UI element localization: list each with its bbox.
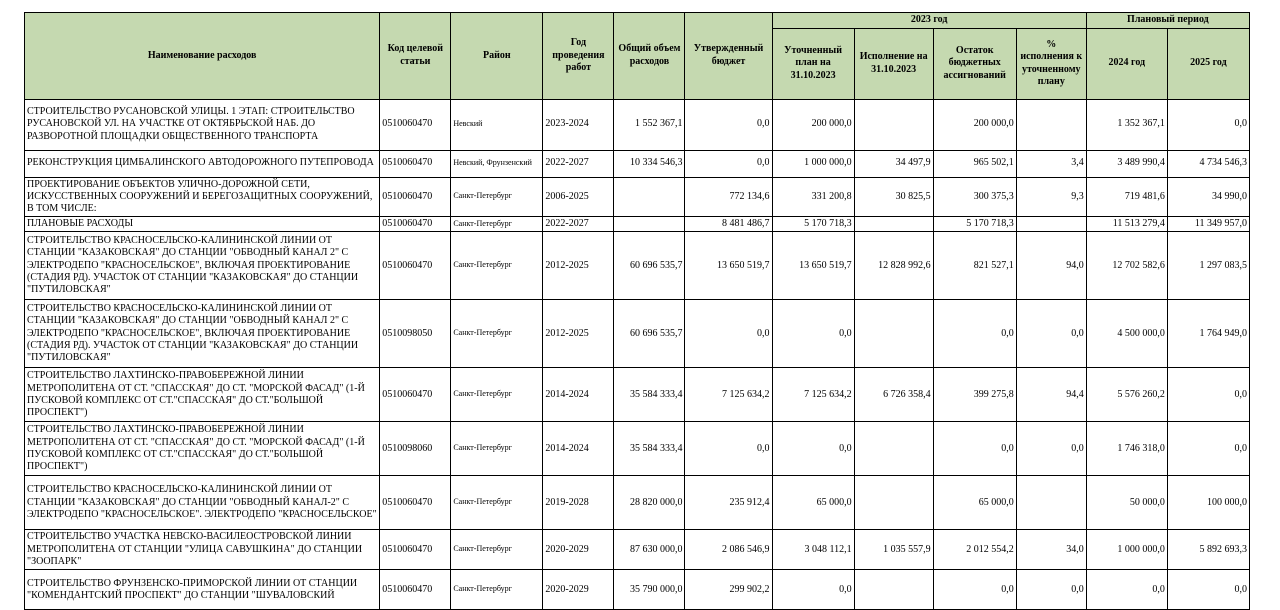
cell-approved: 0,0 <box>685 99 772 150</box>
cell-percent: 9,3 <box>1016 177 1086 217</box>
cell-y2024: 1 352 367,1 <box>1086 99 1167 150</box>
table-row <box>25 570 1250 610</box>
cell-refined: 7 125 634,2 <box>772 368 854 422</box>
cell-code: 0510098060 <box>380 422 451 476</box>
cell-name: ПЛАНОВЫЕ РАСХОДЫ <box>25 217 380 232</box>
cell-years: 2022-2027 <box>543 217 614 232</box>
cell-execution: 30 825,5 <box>854 177 933 217</box>
cell-total: 10 334 546,3 <box>614 150 685 177</box>
cell-district: Санкт-Петербург <box>451 300 543 368</box>
cell-name: СТРОИТЕЛЬСТВО ФРУНЗЕНСКО-ПРИМОРСКОЙ ЛИНИИ ОТ СТАНЦИИ "КОМЕНДАНТСКИЙ ПРОСПЕКТ" ДО СТАНЦИИ "ШУВАЛОВСКИЙ <box>25 570 380 610</box>
cell-approved: 235 912,4 <box>685 476 772 530</box>
cell-name: ПРОЕКТИРОВАНИЕ ОБЪЕКТОВ УЛИЧНО-ДОРОЖНОЙ СЕТИ, ИСКУССТВЕННЫХ СООРУЖЕНИЙ И БЕРЕГОЗАЩИТНЫХ СООРУЖЕНИЙ, В ТОМ ЧИСЛЕ: <box>25 177 380 217</box>
cell-y2024: 11 513 279,4 <box>1086 217 1167 232</box>
cell-percent: 0,0 <box>1016 570 1086 610</box>
cell-refined: 331 200,8 <box>772 177 854 217</box>
cell-approved: 2 086 546,9 <box>685 530 772 570</box>
cell-total: 35 790 000,0 <box>614 570 685 610</box>
cell-refined: 0,0 <box>772 570 854 610</box>
cell-y2025: 34 990,0 <box>1167 177 1249 217</box>
cell-remainder: 0,0 <box>933 300 1016 368</box>
cell-execution: 34 497,9 <box>854 150 933 177</box>
cell-percent: 34,0 <box>1016 530 1086 570</box>
cell-remainder: 65 000,0 <box>933 476 1016 530</box>
cell-y2025: 0,0 <box>1167 368 1249 422</box>
cell-y2025: 1 764 949,0 <box>1167 300 1249 368</box>
header-remainder: Остаток бюджетных ассигнований <box>933 28 1016 99</box>
cell-refined: 3 048 112,1 <box>772 530 854 570</box>
cell-execution <box>854 570 933 610</box>
cell-percent: 0,0 <box>1016 300 1086 368</box>
cell-y2024: 719 481,6 <box>1086 177 1167 217</box>
cell-y2025: 1 297 083,5 <box>1167 232 1249 300</box>
cell-refined: 5 170 718,3 <box>772 217 854 232</box>
table-row <box>25 422 1250 476</box>
cell-remainder: 965 502,1 <box>933 150 1016 177</box>
header-2024: 2024 год <box>1086 28 1167 99</box>
cell-name: СТРОИТЕЛЬСТВО КРАСНОСЕЛЬСКО-КАЛИНИНСКОЙ ЛИНИИ ОТ СТАНЦИИ "КАЗАКОВСКАЯ" ДО СТАНЦИИ "ОБВОДНЫЙ КАНАЛ 2" С ЭЛЕКТРОДЕПО "КРАСНОСЕЛЬСКОЕ", ВКЛЮЧАЯ ПРОЕКТИРОВАНИЕ (СТАДИЯ РД). УЧАСТОК ОТ СТАНЦИИ "КАЗАКОВСКАЯ" ДО СТАНЦИИ "ПУТИЛОВСКАЯ" <box>25 232 380 300</box>
cell-district: Санкт-Петербург <box>451 217 543 232</box>
table-row <box>25 300 1250 368</box>
cell-execution <box>854 99 933 150</box>
cell-y2024: 3 489 990,4 <box>1086 150 1167 177</box>
header-execution: Исполнение на 31.10.2023 <box>854 28 933 99</box>
cell-total <box>614 217 685 232</box>
header-code: Код целевой статьи <box>380 13 451 100</box>
cell-remainder: 2 012 554,2 <box>933 530 1016 570</box>
cell-total: 1 552 367,1 <box>614 99 685 150</box>
cell-approved: 13 650 519,7 <box>685 232 772 300</box>
header-total: Общий объем расходов <box>614 13 685 100</box>
cell-refined: 13 650 519,7 <box>772 232 854 300</box>
cell-code: 0510060470 <box>380 368 451 422</box>
cell-execution <box>854 300 933 368</box>
cell-district: Невский, Фрунзенский <box>451 150 543 177</box>
cell-years: 2020-2029 <box>543 530 614 570</box>
table-row <box>25 177 1250 217</box>
cell-code: 0510060470 <box>380 530 451 570</box>
cell-district: Невский <box>451 99 543 150</box>
table-row <box>25 150 1250 177</box>
cell-district: Санкт-Петербург <box>451 177 543 217</box>
cell-execution: 1 035 557,9 <box>854 530 933 570</box>
cell-refined: 1 000 000,0 <box>772 150 854 177</box>
cell-name: СТРОИТЕЛЬСТВО РУСАНОВСКОЙ УЛИЦЫ. 1 ЭТАП: СТРОИТЕЛЬСТВО РУСАНОВСКОЙ УЛ. НА УЧАСТКЕ ОТ ОКТЯБРЬСКОЙ НАБ. ДО РАЗВОРОТНОЙ ПЛОЩАДКИ ОБЩЕСТВЕННОГО ТРАНСПОРТА <box>25 99 380 150</box>
cell-total: 35 584 333,4 <box>614 368 685 422</box>
cell-code: 0510060470 <box>380 99 451 150</box>
cell-years: 2019-2028 <box>543 476 614 530</box>
cell-refined: 0,0 <box>772 300 854 368</box>
cell-y2024: 12 702 582,6 <box>1086 232 1167 300</box>
cell-y2024: 1 746 318,0 <box>1086 422 1167 476</box>
cell-execution: 12 828 992,6 <box>854 232 933 300</box>
cell-years: 2020-2029 <box>543 570 614 610</box>
cell-y2024: 4 500 000,0 <box>1086 300 1167 368</box>
header-name: Наименование расходов <box>25 13 380 100</box>
cell-y2025: 0,0 <box>1167 99 1249 150</box>
cell-remainder: 0,0 <box>933 422 1016 476</box>
cell-district: Санкт-Петербург <box>451 232 543 300</box>
cell-percent: 94,4 <box>1016 368 1086 422</box>
cell-total: 60 696 535,7 <box>614 232 685 300</box>
cell-execution <box>854 422 933 476</box>
cell-y2024: 1 000 000,0 <box>1086 530 1167 570</box>
table-row <box>25 217 1250 232</box>
cell-years: 2012-2025 <box>543 300 614 368</box>
cell-district: Санкт-Петербург <box>451 530 543 570</box>
cell-y2025: 100 000,0 <box>1167 476 1249 530</box>
cell-approved: 0,0 <box>685 150 772 177</box>
table-row <box>25 476 1250 530</box>
cell-y2024: 50 000,0 <box>1086 476 1167 530</box>
cell-district: Санкт-Петербург <box>451 422 543 476</box>
cell-approved: 7 125 634,2 <box>685 368 772 422</box>
cell-name: РЕКОНСТРУКЦИЯ ЦИМБАЛИНСКОГО АВТОДОРОЖНОГО ПУТЕПРОВОДА <box>25 150 380 177</box>
cell-percent <box>1016 99 1086 150</box>
cell-code: 0510098050 <box>380 300 451 368</box>
cell-remainder: 300 375,3 <box>933 177 1016 217</box>
cell-percent: 0,0 <box>1016 422 1086 476</box>
cell-percent: 94,0 <box>1016 232 1086 300</box>
header-approved: Утвержденный бюджет <box>685 13 772 100</box>
cell-total <box>614 177 685 217</box>
cell-percent <box>1016 476 1086 530</box>
cell-remainder: 821 527,1 <box>933 232 1016 300</box>
header-refined: Уточненный план на 31.10.2023 <box>772 28 854 99</box>
cell-refined: 200 000,0 <box>772 99 854 150</box>
cell-code: 0510060470 <box>380 177 451 217</box>
cell-approved: 0,0 <box>685 300 772 368</box>
cell-years: 2006-2025 <box>543 177 614 217</box>
header-group-plan: Плановый период <box>1086 13 1249 29</box>
cell-total: 87 630 000,0 <box>614 530 685 570</box>
cell-y2024: 5 576 260,2 <box>1086 368 1167 422</box>
header-years: Год проведения работ <box>543 13 614 100</box>
cell-refined: 65 000,0 <box>772 476 854 530</box>
cell-district: Санкт-Петербург <box>451 476 543 530</box>
cell-name: СТРОИТЕЛЬСТВО ЛАХТИНСКО-ПРАВОБЕРЕЖНОЙ ЛИНИИ МЕТРОПОЛИТЕНА ОТ СТ. "СПАССКАЯ" ДО СТ. "МОРСКОЙ ФАСАД" (1-Й ПУСКОВОЙ КОМПЛЕКС ОТ СТ."СПАССКАЯ" ДО СТ."БОЛЬШОЙ ПРОСПЕКТ") <box>25 368 380 422</box>
cell-code: 0510060470 <box>380 570 451 610</box>
cell-refined: 0,0 <box>772 422 854 476</box>
cell-total: 60 696 535,7 <box>614 300 685 368</box>
table-row <box>25 99 1250 150</box>
cell-total: 35 584 333,4 <box>614 422 685 476</box>
cell-execution <box>854 217 933 232</box>
header-2025: 2025 год <box>1167 28 1249 99</box>
cell-percent: 3,4 <box>1016 150 1086 177</box>
cell-name: СТРОИТЕЛЬСТВО УЧАСТКА НЕВСКО-ВАСИЛЕОСТРОВСКОЙ ЛИНИИ МЕТРОПОЛИТЕНА ОТ СТАНЦИИ "УЛИЦА САВУШКИНА" ДО СТАНЦИИ "ЗООПАРК" <box>25 530 380 570</box>
cell-approved: 299 902,2 <box>685 570 772 610</box>
cell-remainder: 5 170 718,3 <box>933 217 1016 232</box>
cell-remainder: 399 275,8 <box>933 368 1016 422</box>
cell-years: 2022-2027 <box>543 150 614 177</box>
cell-percent <box>1016 217 1086 232</box>
table-row <box>25 232 1250 300</box>
cell-code: 0510060470 <box>380 476 451 530</box>
cell-total: 28 820 000,0 <box>614 476 685 530</box>
cell-y2025: 11 349 957,0 <box>1167 217 1249 232</box>
expenses-table <box>24 12 1250 610</box>
header-group-2023: 2023 год <box>772 13 1086 29</box>
cell-approved: 0,0 <box>685 422 772 476</box>
cell-district: Санкт-Петербург <box>451 368 543 422</box>
cell-approved: 772 134,6 <box>685 177 772 217</box>
table-row <box>25 530 1250 570</box>
cell-code: 0510060470 <box>380 232 451 300</box>
cell-years: 2023-2024 <box>543 99 614 150</box>
cell-name: СТРОИТЕЛЬСТВО КРАСНОСЕЛЬСКО-КАЛИНИНСКОЙ ЛИНИИ ОТ СТАНЦИИ "КАЗАКОВСКАЯ" ДО СТАНЦИИ "ОБВОДНЫЙ КАНАЛ 2" С ЭЛЕКТРОДЕПО "КРАСНОСЕЛЬСКОЕ", ВКЛЮЧАЯ ПРОЕКТИРОВАНИЕ (СТАДИЯ РД). УЧАСТОК ОТ СТАНЦИИ "КАЗАКОВСКАЯ" ДО СТАНЦИИ "ПУТИЛОВСКАЯ" <box>25 300 380 368</box>
table-row <box>25 368 1250 422</box>
cell-y2024: 0,0 <box>1086 570 1167 610</box>
cell-y2025: 5 892 693,3 <box>1167 530 1249 570</box>
cell-y2025: 0,0 <box>1167 422 1249 476</box>
cell-approved: 8 481 486,7 <box>685 217 772 232</box>
cell-remainder: 200 000,0 <box>933 99 1016 150</box>
cell-execution: 6 726 358,4 <box>854 368 933 422</box>
cell-years: 2014-2024 <box>543 422 614 476</box>
cell-code: 0510060470 <box>380 217 451 232</box>
cell-years: 2014-2024 <box>543 368 614 422</box>
cell-remainder: 0,0 <box>933 570 1016 610</box>
cell-name: СТРОИТЕЛЬСТВО ЛАХТИНСКО-ПРАВОБЕРЕЖНОЙ ЛИНИИ МЕТРОПОЛИТЕНА ОТ СТ. "СПАССКАЯ" ДО СТ. "МОРСКОЙ ФАСАД" (1-Й ПУСКОВОЙ КОМПЛЕКС ОТ СТ."СПАССКАЯ" ДО СТ."БОЛЬШОЙ ПРОСПЕКТ") <box>25 422 380 476</box>
cell-name: СТРОИТЕЛЬСТВО КРАСНОСЕЛЬСКО-КАЛИНИНСКОЙ ЛИНИИ ОТ СТАНЦИИ "КАЗАКОВСКАЯ" ДО СТАНЦИИ "ОБВОДНЫЙ КАНАЛ-2" С ЭЛЕКТРОДЕПО "КРАСНОСЕЛЬСКОЕ". ЭЛЕКТРОДЕПО "КРАСНОСЕЛЬСКОЕ" <box>25 476 380 530</box>
header-district: Район <box>451 13 543 100</box>
cell-years: 2012-2025 <box>543 232 614 300</box>
cell-y2025: 4 734 546,3 <box>1167 150 1249 177</box>
cell-district: Санкт-Петербург <box>451 570 543 610</box>
header-percent: % исполнения к уточненному плану <box>1016 28 1086 99</box>
cell-execution <box>854 476 933 530</box>
cell-y2025: 0,0 <box>1167 570 1249 610</box>
cell-code: 0510060470 <box>380 150 451 177</box>
